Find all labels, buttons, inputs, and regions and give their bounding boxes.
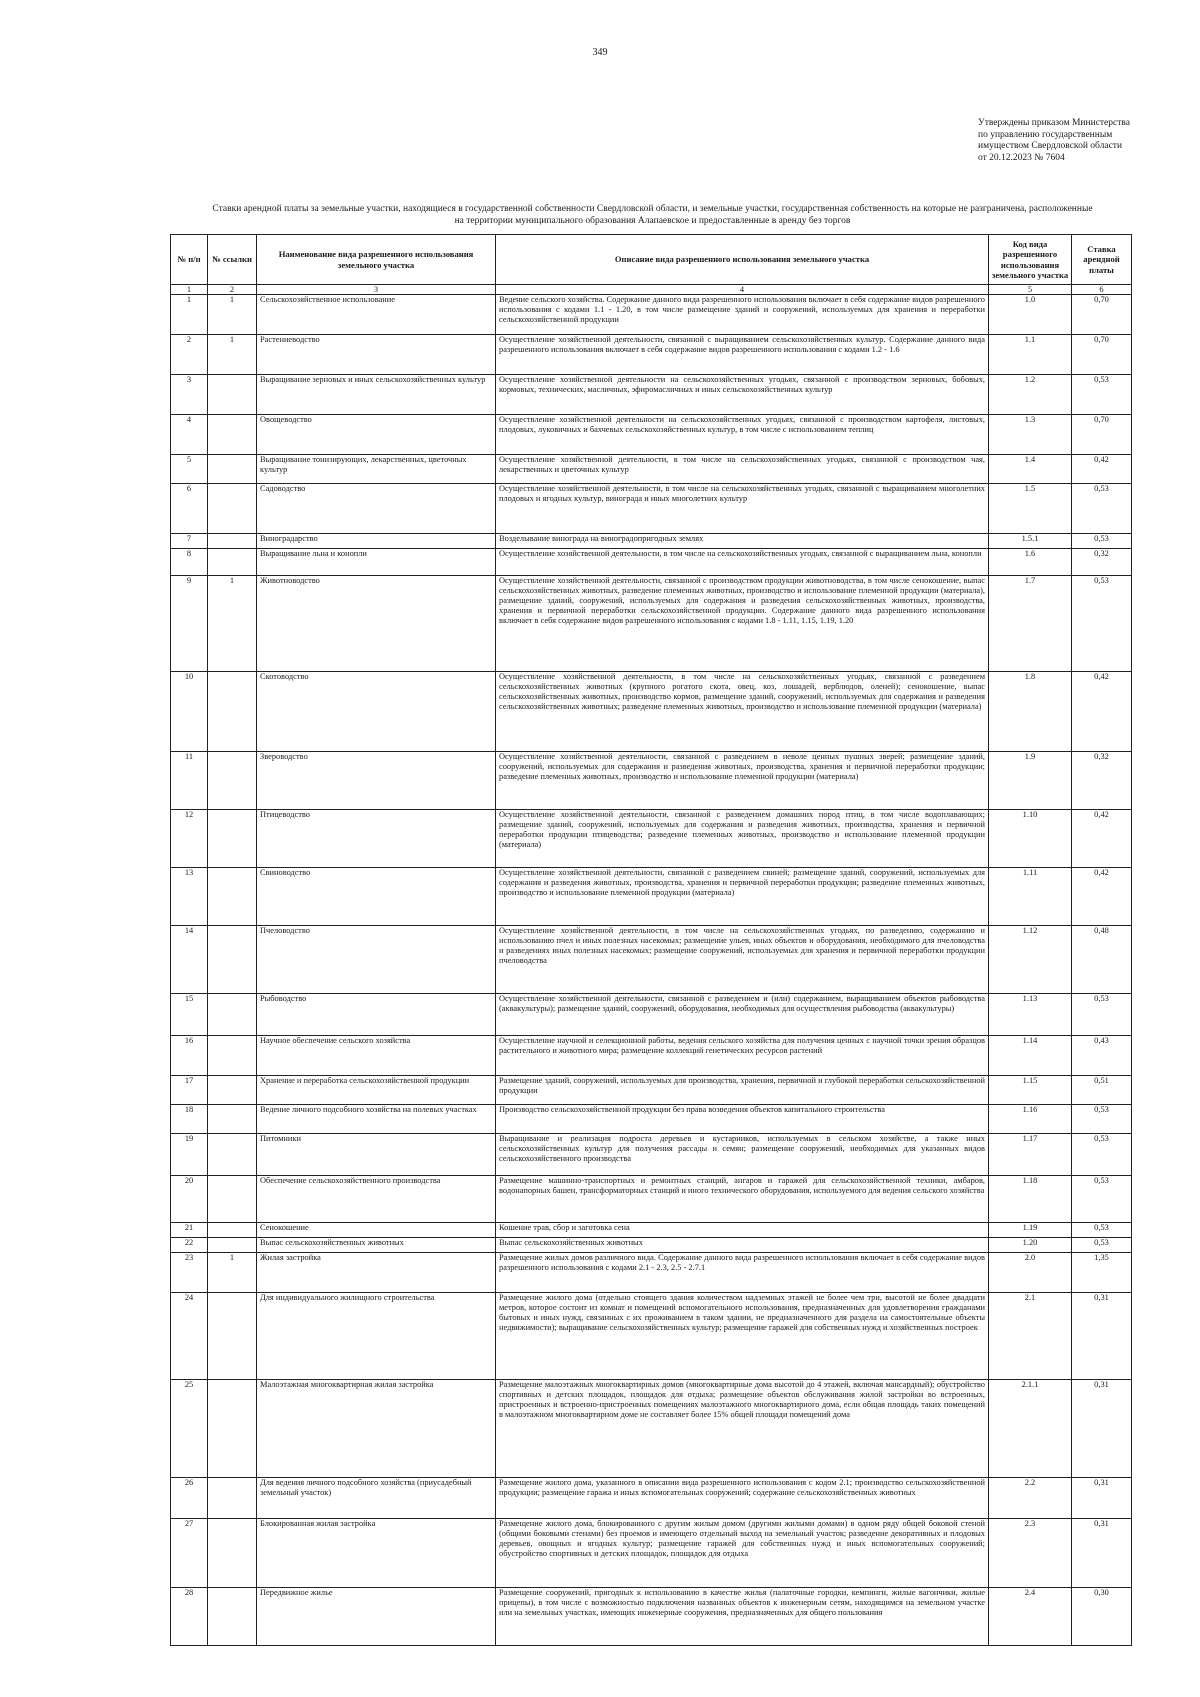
table-row bbox=[171, 1478, 1132, 1519]
row-use-name: Выращивание льна и конопли bbox=[257, 549, 496, 576]
row-number: 12 bbox=[171, 810, 208, 868]
approval-line: по управлению государственным bbox=[978, 129, 1113, 140]
row-rent-rate: 0,42 bbox=[1072, 455, 1132, 484]
table-row bbox=[171, 484, 1132, 534]
row-reference bbox=[208, 534, 257, 549]
row-number: 11 bbox=[171, 752, 208, 810]
row-use-description: Размещение машинно-транспортных и ремонтных станций, ангаров и гаражей для сельскохозяйственной техники, амбаров, водонапорных башен, трансформаторных станций и иного технического оборудования, используемого для ведения сельского хозяйства bbox=[496, 1176, 989, 1223]
row-use-description: Размещение жилых домов различного вида. Содержание данного вида разрешенного использования включает в себя содержание видов разрешенного использования с кодами 2.1 - 2.3, 2.5 - 2.7.1 bbox=[496, 1253, 989, 1293]
row-use-name: Выращивание тонизирующих, лекарственных, цветочных культур bbox=[257, 455, 496, 484]
row-use-description: Осуществление хозяйственной деятельности, в том числе на сельскохозяйственных угодьях, связанной с разведением сельскохозяйственных животных (крупного рогатого скота, овец, коз, лошадей, верблюдов, оленей); сенокошение, выпас сельскохозяйственных животных, производство кормов, размещение зданий, сооружений, используемых для содержания и разведения сельскохозяйственных животных; разведение племенных животных, производство и использование племенной продукции (материала) bbox=[496, 672, 989, 752]
row-number: 26 bbox=[171, 1478, 208, 1519]
row-use-name: Пчеловодство bbox=[257, 926, 496, 994]
row-use-code: 1.12 bbox=[989, 926, 1072, 994]
approval-line: от 20.12.2023 № 7604 bbox=[978, 152, 1065, 163]
header-name: Наименование вида разрешенного использования земельного участка bbox=[257, 235, 496, 285]
table-row bbox=[171, 994, 1132, 1036]
row-number: 28 bbox=[171, 1588, 208, 1646]
row-use-code: 2.1.1 bbox=[989, 1380, 1072, 1478]
header-code: Код вида разрешенного использования земельного участка bbox=[989, 235, 1072, 285]
row-use-description: Осуществление хозяйственной деятельности, в том числе на сельскохозяйственных угодьях, связанной с производством чая, лекарственных и цветочных культур bbox=[496, 455, 989, 484]
row-number: 19 bbox=[171, 1134, 208, 1176]
table-row bbox=[171, 1253, 1132, 1293]
row-number: 7 bbox=[171, 534, 208, 549]
table-row bbox=[171, 335, 1132, 375]
row-use-code: 1.9 bbox=[989, 752, 1072, 810]
row-use-description: Осуществление хозяйственной деятельности, связанной с разведением домашних пород птиц, в том числе водоплавающих; размещение зданий, сооружений, используемых для содержания и разведения животных, производства, хранения и первичной переработки продукции птицеводства; разведение племенных животных, производство и использование племенной продукции (материала) bbox=[496, 810, 989, 868]
row-use-name: Овощеводство bbox=[257, 415, 496, 455]
row-use-description: Возделывание винограда на виноградопригодных землях bbox=[496, 534, 989, 549]
row-reference bbox=[208, 1380, 257, 1478]
row-use-name: Для индивидуального жилищного строительства bbox=[257, 1293, 496, 1380]
row-number: 18 bbox=[171, 1105, 208, 1134]
row-use-name: Скотоводство bbox=[257, 672, 496, 752]
row-use-code: 1.14 bbox=[989, 1036, 1072, 1076]
row-reference bbox=[208, 1238, 257, 1253]
row-use-description: Осуществление хозяйственной деятельности, в том числе на сельскохозяйственных угодьях, связанной с выращиванием льна, конопли bbox=[496, 549, 989, 576]
row-reference bbox=[208, 1588, 257, 1646]
row-rent-rate: 0,70 bbox=[1072, 415, 1132, 455]
row-use-code: 1.2 bbox=[989, 375, 1072, 415]
column-number-row bbox=[171, 285, 1132, 295]
table-row bbox=[171, 1238, 1132, 1253]
row-rent-rate: 0,53 bbox=[1072, 1238, 1132, 1253]
row-use-name: Малоэтажная многоквартирная жилая застройка bbox=[257, 1380, 496, 1478]
row-use-name: Хранение и переработка сельскохозяйственной продукции bbox=[257, 1076, 496, 1105]
table-row bbox=[171, 1076, 1132, 1105]
column-number: 2 bbox=[208, 285, 257, 295]
row-use-description: Размещение малоэтажных многоквартирных домов (многоквартирные дома высотой до 4 этажей, включая мансардный); обустройство спортивных и детских площадок, площадок для отдыха; размещение объектов обслуживания жилой застройки во встроенных, пристроенных и встроенно-пристроенных помещениях малоэтажного многоквартирного дома, если общая площадь таких помещений в малоэтажном многоквартирном доме не составляет более 15% общей площади помещений дома bbox=[496, 1380, 989, 1478]
row-number: 20 bbox=[171, 1176, 208, 1223]
row-use-code: 2.3 bbox=[989, 1519, 1072, 1588]
row-use-code: 1.5 bbox=[989, 484, 1072, 534]
document-title-line: Ставки арендной платы за земельные участки, находящиеся в государственной собственности Свердловской области, и земельные участки, государственная собственность на которые не разграничена, расположенные bbox=[212, 204, 1093, 214]
row-reference bbox=[208, 1036, 257, 1076]
row-use-description: Размещение жилого дома, указанного в описании вида разрешенного использования с кодом 2.1; производство сельскохозяйственной продукции; размещение гаража и иных вспомогательных сооружений; содержание сельскохозяйственных животных bbox=[496, 1478, 989, 1519]
row-use-description: Осуществление научной и селекционной работы, ведения сельского хозяйства для получения ценных с научной точки зрения образцов растительного и животного мира; размещение коллекций генетических ресурсов растений bbox=[496, 1036, 989, 1076]
row-use-name: Жилая застройка bbox=[257, 1253, 496, 1293]
row-use-description: Размещение жилого дома, блокированного с другим жилым домом (другими жилыми домами) в одном ряду общей боковой стеной (общими боковыми стенами) без проемов и имеющего отдельный выход на земельный участок; разведение декоративных и плодовых деревьев, овощных и ягодных культур; размещение гаражей для собственных нужд и иных вспомогательных сооружений; обустройство спортивных и детских площадок, площадок для отдыха bbox=[496, 1519, 989, 1588]
column-number: 3 bbox=[257, 285, 496, 295]
row-number: 6 bbox=[171, 484, 208, 534]
table-row bbox=[171, 549, 1132, 576]
row-use-name: Научное обеспечение сельского хозяйства bbox=[257, 1036, 496, 1076]
row-use-code: 1.3 bbox=[989, 415, 1072, 455]
row-reference bbox=[208, 1105, 257, 1134]
row-reference bbox=[208, 1293, 257, 1380]
row-use-code: 2.0 bbox=[989, 1253, 1072, 1293]
column-number: 4 bbox=[496, 285, 989, 295]
row-number: 25 bbox=[171, 1380, 208, 1478]
row-reference bbox=[208, 1519, 257, 1588]
row-rent-rate: 0,70 bbox=[1072, 295, 1132, 335]
row-rent-rate: 0,42 bbox=[1072, 672, 1132, 752]
row-reference: 1 bbox=[208, 1253, 257, 1293]
table-row bbox=[171, 455, 1132, 484]
row-use-code: 1.17 bbox=[989, 1134, 1072, 1176]
row-use-code: 1.7 bbox=[989, 576, 1072, 672]
row-reference bbox=[208, 1134, 257, 1176]
row-use-description: Выращивание и реализация подроста деревьев и кустарников, используемых в сельском хозяйстве, а также иных сельскохозяйственных культур для получения рассады и семян; размещение сооружений, необходимых для указанных видов сельскохозяйственного производства bbox=[496, 1134, 989, 1176]
row-rent-rate: 0,30 bbox=[1072, 1588, 1132, 1646]
row-use-code: 2.1 bbox=[989, 1293, 1072, 1380]
row-reference bbox=[208, 672, 257, 752]
row-use-name: Звероводство bbox=[257, 752, 496, 810]
row-rent-rate: 0,53 bbox=[1072, 1223, 1132, 1238]
row-number: 10 bbox=[171, 672, 208, 752]
row-number: 22 bbox=[171, 1238, 208, 1253]
row-use-name: Рыбоводство bbox=[257, 994, 496, 1036]
table-row bbox=[171, 1380, 1132, 1478]
row-use-code: 1.16 bbox=[989, 1105, 1072, 1134]
row-use-code: 1.19 bbox=[989, 1223, 1072, 1238]
row-number: 4 bbox=[171, 415, 208, 455]
row-rent-rate: 0,53 bbox=[1072, 994, 1132, 1036]
row-number: 2 bbox=[171, 335, 208, 375]
table-row bbox=[171, 1223, 1132, 1238]
row-reference bbox=[208, 1478, 257, 1519]
row-use-code: 1.13 bbox=[989, 994, 1072, 1036]
row-reference bbox=[208, 994, 257, 1036]
row-rent-rate: 0,53 bbox=[1072, 1134, 1132, 1176]
row-use-name: Сельскохозяйственное использование bbox=[257, 295, 496, 335]
header-description: Описание вида разрешенного использования земельного участка bbox=[496, 235, 989, 285]
rates-table bbox=[170, 234, 1132, 1646]
header-ref: № ссылки bbox=[208, 235, 257, 285]
row-rent-rate: 0,53 bbox=[1072, 375, 1132, 415]
table-row bbox=[171, 868, 1132, 926]
row-use-code: 1.20 bbox=[989, 1238, 1072, 1253]
table-row bbox=[171, 1519, 1132, 1588]
row-rent-rate: 0,53 bbox=[1072, 576, 1132, 672]
row-reference bbox=[208, 926, 257, 994]
row-use-name: Сенокошение bbox=[257, 1223, 496, 1238]
row-rent-rate: 0,51 bbox=[1072, 1076, 1132, 1105]
row-reference bbox=[208, 375, 257, 415]
approval-line: имуществом Свердловской области bbox=[978, 141, 1123, 151]
row-rent-rate: 0,48 bbox=[1072, 926, 1132, 994]
row-use-name: Для ведения личного подсобного хозяйства (приусадебный земельный участок) bbox=[257, 1478, 496, 1519]
approval-line: Утверждены приказом Министерства bbox=[978, 118, 1130, 128]
table-row bbox=[171, 534, 1132, 549]
row-use-name: Животноводство bbox=[257, 576, 496, 672]
row-use-name: Обеспечение сельскохозяйственного производства bbox=[257, 1176, 496, 1223]
row-rent-rate: 0,32 bbox=[1072, 549, 1132, 576]
row-use-description: Осуществление хозяйственной деятельности, в том числе на сельскохозяйственных угодьях, связанной с выращиванием многолетних плодовых и ягодных культур, винограда и иных многолетних культур bbox=[496, 484, 989, 534]
page-number: 349 bbox=[592, 47, 608, 58]
row-use-name: Птицеводство bbox=[257, 810, 496, 868]
row-use-name: Питомники bbox=[257, 1134, 496, 1176]
table-row bbox=[171, 1036, 1132, 1076]
header-rate: Ставка арендной платы bbox=[1072, 235, 1132, 285]
row-number: 21 bbox=[171, 1223, 208, 1238]
row-use-code: 1.10 bbox=[989, 810, 1072, 868]
table-row bbox=[171, 576, 1132, 672]
row-rent-rate: 0,53 bbox=[1072, 484, 1132, 534]
row-use-description: Ведение сельского хозяйства. Содержание данного вида разрешенного использования включает в себя содержание видов разрешенного использования с кодами 1.1 - 1.20, в том числе размещение зданий и сооружений, используемых для хранения и переработки сельскохозяйственной продукции bbox=[496, 295, 989, 335]
row-use-description: Осуществление хозяйственной деятельности, связанной с выращиванием сельскохозяйственных культур. Содержание данного вида разрешенного использования включает в себя содержание видов разрешенного использования с кодами 1.2 - 1.6 bbox=[496, 335, 989, 375]
row-rent-rate: 0,53 bbox=[1072, 534, 1132, 549]
approval-stamp bbox=[978, 118, 1188, 164]
row-use-name: Блокированная жилая застройка bbox=[257, 1519, 496, 1588]
table-row bbox=[171, 1588, 1132, 1646]
document-title bbox=[170, 204, 1135, 227]
row-rent-rate: 0,31 bbox=[1072, 1380, 1132, 1478]
table-row bbox=[171, 752, 1132, 810]
row-reference bbox=[208, 752, 257, 810]
row-use-code: 2.2 bbox=[989, 1478, 1072, 1519]
row-use-name: Растениеводство bbox=[257, 335, 496, 375]
row-reference bbox=[208, 868, 257, 926]
row-reference bbox=[208, 1223, 257, 1238]
row-rent-rate: 0,42 bbox=[1072, 868, 1132, 926]
row-use-description: Осуществление хозяйственной деятельности на сельскохозяйственных угодьях, связанной с производством картофеля, листовых, плодовых, луковичных и бахчевых сельскохозяйственных культур, в том числе с использованием теплиц bbox=[496, 415, 989, 455]
row-rent-rate: 0,42 bbox=[1072, 810, 1132, 868]
table-row bbox=[171, 810, 1132, 868]
row-number: 24 bbox=[171, 1293, 208, 1380]
row-number: 23 bbox=[171, 1253, 208, 1293]
row-use-name: Садоводство bbox=[257, 484, 496, 534]
row-rent-rate: 0,31 bbox=[1072, 1519, 1132, 1588]
row-rent-rate: 0,32 bbox=[1072, 752, 1132, 810]
row-number: 16 bbox=[171, 1036, 208, 1076]
row-use-name: Ведение личного подсобного хозяйства на полевых участках bbox=[257, 1105, 496, 1134]
row-rent-rate: 1,35 bbox=[1072, 1253, 1132, 1293]
row-use-code: 2.4 bbox=[989, 1588, 1072, 1646]
table-row bbox=[171, 926, 1132, 994]
row-number: 1 bbox=[171, 295, 208, 335]
row-use-code: 1.18 bbox=[989, 1176, 1072, 1223]
row-use-description: Производство сельскохозяйственной продукции без права возведения объектов капитального строительства bbox=[496, 1105, 989, 1134]
row-rent-rate: 0,53 bbox=[1072, 1105, 1132, 1134]
row-use-description: Осуществление хозяйственной деятельности, в том числе на сельскохозяйственных угодьях, по разведению, содержанию и использованию пчел и иных полезных насекомых; размещение ульев, иных объектов и оборудования, необходимого для пчеловодства и разведениях иных полезных насекомых; размещение сооружений, используемых для хранения и первичной переработки продукции пчеловодства bbox=[496, 926, 989, 994]
row-use-name: Выращивание зерновых и иных сельскохозяйственных культур bbox=[257, 375, 496, 415]
table-body bbox=[171, 295, 1132, 1646]
row-use-code: 1.5.1 bbox=[989, 534, 1072, 549]
row-reference: 1 bbox=[208, 576, 257, 672]
row-rent-rate: 0,31 bbox=[1072, 1293, 1132, 1380]
row-use-description: Выпас сельскохозяйственных животных bbox=[496, 1238, 989, 1253]
table-row bbox=[171, 415, 1132, 455]
row-use-name: Свиноводство bbox=[257, 868, 496, 926]
row-reference bbox=[208, 415, 257, 455]
row-use-description: Размещение зданий, сооружений, используемых для производства, хранения, первичной и глубокой переработки сельскохозяйственной продукции bbox=[496, 1076, 989, 1105]
row-use-description: Осуществление хозяйственной деятельности, связанной с разведением в неволе ценных пушных зверей; размещение зданий, сооружений, используемых для содержания и разведения животных, производства, хранения и первичной переработки продукции; разведение племенных животных, производство и использование племенной продукции (материала) bbox=[496, 752, 989, 810]
table-row bbox=[171, 1293, 1132, 1380]
row-rent-rate: 0,43 bbox=[1072, 1036, 1132, 1076]
row-use-name: Передвижное жилье bbox=[257, 1588, 496, 1646]
table-row bbox=[171, 375, 1132, 415]
row-use-code: 1.1 bbox=[989, 335, 1072, 375]
table-row bbox=[171, 1105, 1132, 1134]
row-reference bbox=[208, 549, 257, 576]
row-use-code: 1.0 bbox=[989, 295, 1072, 335]
row-reference: 1 bbox=[208, 295, 257, 335]
row-use-code: 1.8 bbox=[989, 672, 1072, 752]
table-row bbox=[171, 1134, 1132, 1176]
table-header-row bbox=[171, 235, 1132, 285]
row-number: 13 bbox=[171, 868, 208, 926]
row-number: 17 bbox=[171, 1076, 208, 1105]
row-number: 14 bbox=[171, 926, 208, 994]
row-use-description: Осуществление хозяйственной деятельности на сельскохозяйственных угодьях, связанной с производством зерновых, бобовых, кормовых, технических, масличных, эфиромасличных и иных сельскохозяйственных культур bbox=[496, 375, 989, 415]
column-number: 6 bbox=[1072, 285, 1132, 295]
column-number: 1 bbox=[171, 285, 208, 295]
row-use-description: Кошение трав, сбор и заготовка сена bbox=[496, 1223, 989, 1238]
row-use-code: 1.15 bbox=[989, 1076, 1072, 1105]
row-reference bbox=[208, 1076, 257, 1105]
row-use-description: Размещение сооружений, пригодных к использованию в качестве жилья (палаточные городки, кемпинги, жилые вагончики, жилые прицепы), в том числе с возможностью подключения названных объектов к инженерным сетям, находящимся на земельном участке или на земельных участках, имеющих инженерные сооружения, предназначенных для общего пользования bbox=[496, 1588, 989, 1646]
row-use-code: 1.4 bbox=[989, 455, 1072, 484]
row-use-name: Выпас сельскохозяйственных животных bbox=[257, 1238, 496, 1253]
table-row bbox=[171, 672, 1132, 752]
row-reference bbox=[208, 810, 257, 868]
row-use-code: 1.6 bbox=[989, 549, 1072, 576]
table-row bbox=[171, 295, 1132, 335]
row-number: 9 bbox=[171, 576, 208, 672]
row-number: 15 bbox=[171, 994, 208, 1036]
row-number: 8 bbox=[171, 549, 208, 576]
row-rent-rate: 0,70 bbox=[1072, 335, 1132, 375]
row-number: 3 bbox=[171, 375, 208, 415]
row-reference bbox=[208, 1176, 257, 1223]
row-use-description: Размещение жилого дома (отдельно стоящего здания количеством надземных этажей не более чем три, высотой не более двадцати метров, которое состоит из комнат и помещений вспомогательного использования, предназначенных для удовлетворения гражданами бытовых и иных нужд, связанных с их проживанием в таком здании, не предназначенного для раздела на самостоятельные объекты недвижимости); выращивание сельскохозяйственных культур; размещение гаражей для собственных нужд и хозяйственных построек bbox=[496, 1293, 989, 1380]
table-row bbox=[171, 1176, 1132, 1223]
column-number: 5 bbox=[989, 285, 1072, 295]
row-use-description: Осуществление хозяйственной деятельности, связанной с разведением свиней; размещение зданий, сооружений, используемых для содержания и разведения животных, производства, хранения и первичной переработки продукции; разведение племенных животных, производство и использование племенной продукции (материала) bbox=[496, 868, 989, 926]
row-use-name: Виноградарство bbox=[257, 534, 496, 549]
row-reference: 1 bbox=[208, 335, 257, 375]
row-reference bbox=[208, 455, 257, 484]
row-use-code: 1.11 bbox=[989, 868, 1072, 926]
row-rent-rate: 0,53 bbox=[1072, 1176, 1132, 1223]
header-num: № п/п bbox=[171, 235, 208, 285]
row-use-description: Осуществление хозяйственной деятельности, связанной с производством продукции животноводства, в том числе сенокошение, выпас сельскохозяйственных животных, разведение племенных животных, производство и использование племенной продукции (материала), размещение зданий, сооружений, используемых для содержания и разведения сельскохозяйственных животных, производства, хранения и первичной переработки сельскохозяйственной продукции. Содержание данного вида разрешенного использования включает в себя содержание видов разрешенного использования с кодами 1.8 - 1.11, 1.15, 1.19, 1.20 bbox=[496, 576, 989, 672]
row-reference bbox=[208, 484, 257, 534]
row-number: 27 bbox=[171, 1519, 208, 1588]
row-rent-rate: 0,31 bbox=[1072, 1478, 1132, 1519]
row-use-description: Осуществление хозяйственной деятельности, связанной с разведением и (или) содержанием, выращиванием объектов рыбоводства (аквакультуры); размещение зданий, сооружений, оборудования, необходимых для осуществления рыбоводства (аквакультуры) bbox=[496, 994, 989, 1036]
row-number: 5 bbox=[171, 455, 208, 484]
document-title-line: на территории муниципального образования Алапаевское и предоставленные в аренду без торгов bbox=[454, 215, 851, 226]
